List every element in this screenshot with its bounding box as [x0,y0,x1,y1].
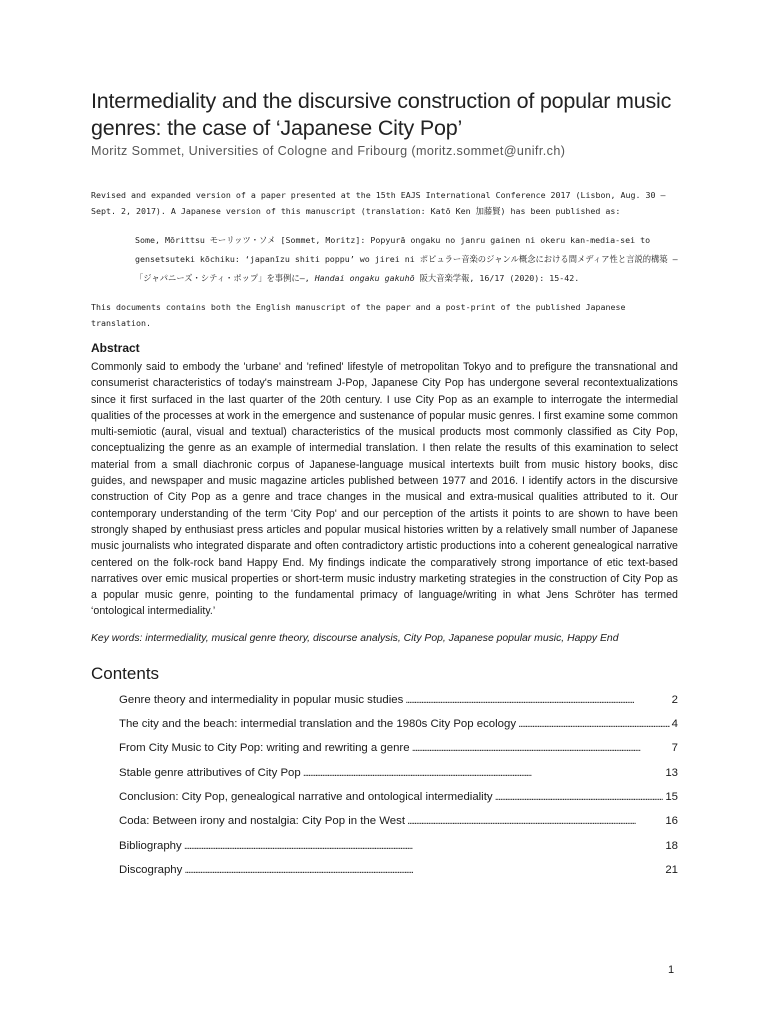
toc-label[interactable]: Bibliography [119,839,182,852]
toc-entry[interactable] [119,809,678,833]
toc-entry[interactable] [119,834,678,858]
toc-entry[interactable] [119,712,678,736]
toc-leader [303,761,664,785]
abstract-heading: Abstract [91,341,140,355]
table-of-contents [91,688,678,882]
page-number: 1 [668,964,675,976]
citation-tail: 阪大音楽学報, 16/17 (2020): 15-42. [414,273,580,283]
toc-page: 16 [665,815,678,828]
toc-entry[interactable] [119,761,678,785]
toc-entry[interactable] [119,688,678,712]
toc-page: 21 [665,863,678,876]
contents-heading: Contents [91,663,160,683]
paper-page [91,88,678,882]
toc-entry[interactable] [119,785,678,809]
toc-label[interactable]: Stable genre attributives of City Pop [119,766,301,779]
toc-page: 7 [671,742,678,755]
toc-leader [184,858,663,882]
paper-title: Intermediality and the discursive construction of popular music genres: the case of ‘Japanese City Pop’ [91,89,672,140]
toc-entry[interactable] [119,858,678,882]
toc-leader [184,834,664,858]
abstract-text: Commonly said to embody the 'urbane' and 'refined' lifestyle of metropolitan Tokyo and to prefigure the transnational and consumerist characteristics of today's mainstream J-Pop, Japanese City Pop has undergone several recontextualizations since it first surfaced in the last quarter of the 20th century. I use City Pop as an example to interrogate the intermedial qualities of the processes at work in the emergence and sustenance of popular music genres. I first examine some common multi-semiotic (aural, visual and textual) characteristics of the musical products most commonly classified as City Pop, conceptualizing the genre as an example of intermedial translation. I then relate the results of this examination to select material from a small diachronic corpus of Japanese-language musical intertexts built from music history books, disc guides, and newspaper and music magazine articles published between 1977 and 2016. I identify actors in the discursive construction of City Pop as a genre and trace changes in the musical and extra-musical qualities attributed to it. Our contemporary understanding of the term 'City Pop' and our perception of the artists it points to are shown to have been strongly shaped by enthusiast press articles and popular musical histories written by a relatively small number of Japanese music journalists who integrated disparate and often contradictory artistic productions into a coherent genealogical narrative centered on the folk-rock band Happy End. My findings indicate the comparatively strong importance of etic text-based narratives over emic musical properties or short-term music industry marketing strategies in the construction of City Pop as a popular music genre, pointing to the fundamental primacy of language/writing in what Jens Schröter has termed ‘ontological intermediality.’ [91,361,678,618]
citation-journal: Handai ongaku gakuhō [314,273,415,283]
toc-label[interactable]: The city and the beach: intermedial translation and the 1980s City Pop ecology [119,718,517,731]
revision-note: Revised and expanded version of a paper presented at the 15th EAJS International Conference 2017 (Lisbon, Aug. 30 – Sept. 2, 2017). A Japanese version of this manuscript (translation: Katō Ken 加藤賢) has been published as: [91,190,666,216]
toc-leader [405,688,669,712]
toc-label[interactable]: Coda: Between irony and nostalgia: City Pop in the West [119,815,405,828]
japanese-citation [135,231,678,288]
toc-page: 2 [671,693,678,706]
toc-entry[interactable] [119,736,678,760]
toc-label[interactable]: Discography [119,863,183,876]
citation-main: Some, Mōrittsu モーリッツ・ソメ [Sommet, Moritz]: Popyurā ongaku no janru gainen ni okeru kan-media-sei to gensetsuteki kōchiku: ‘japanīzu shiti poppu’ wo jirei ni ポピュラー音楽のジャンル概念における間メディア性と言説的構築 ―「ジャパニーズ・シティ・ポップ」を事例に―, [135,235,678,283]
toc-page: 15 [665,790,678,803]
toc-leader [407,809,663,833]
toc-page: 13 [665,766,678,779]
toc-leader [412,736,670,760]
toc-page: 4 [671,718,678,731]
toc-page: 18 [665,839,678,852]
toc-label[interactable]: Genre theory and intermediality in popular music studies [119,693,404,706]
toc-label[interactable]: Conclusion: City Pop, genealogical narrative and ontological intermediality [119,790,493,803]
keywords: Key words: intermediality, musical genre theory, discourse analysis, City Pop, Japanese popular music, Happy End [91,632,619,644]
toc-label[interactable]: From City Music to City Pop: writing and rewriting a genre [119,742,410,755]
author-line: Moritz Sommet, Universities of Cologne and Fribourg (moritz.sommet@unifr.ch) [91,144,566,158]
toc-leader [495,785,664,809]
document-note: This documents contains both the English manuscript of the paper and a post-print of the published Japanese translation. [91,302,626,328]
toc-leader [518,712,670,736]
